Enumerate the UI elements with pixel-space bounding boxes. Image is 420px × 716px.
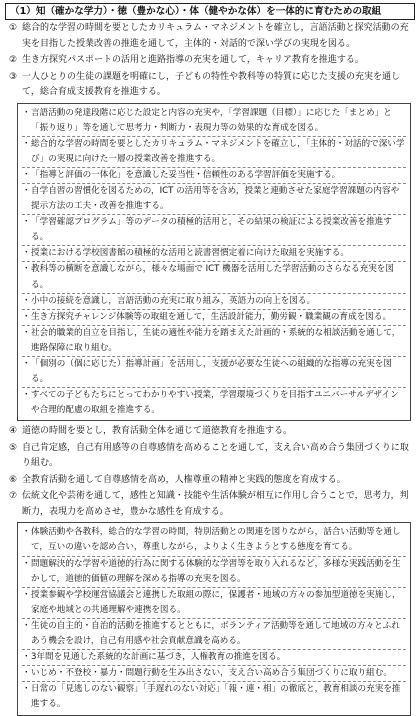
item-text: 生き方探究パスポートの活用と進路指導の充実を通して，キャリア教育を推進する。 [22,55,364,65]
numbered-items-group-1 [5,21,415,101]
item-text: 伝統文化や芸術を通して，感性と知識・技能や生活体験が相互に作用し合うことで，思考力，判断力，表現力を高めさせ，豊かな感性を育成する。 [22,491,409,517]
bullet-item: ・ 3年間を見通した系統的な計画に基づき，人権教育の推進を図る。 [22,649,406,665]
item-number: ② [9,55,18,65]
numbered-items-group-2 [5,424,415,520]
bullet-item: ・ いじめ・不登校・暴力・問題行動を生み出さない，支え合い高め合う集団づくりに取り組む。 [22,665,406,681]
item-number: ⑥ [9,474,18,485]
item-number: ③ [9,71,18,82]
numbered-item [9,53,413,69]
bullet-item: ・ 授業参観や学校運営協議会と連携した取組の際に，保護者・地域の方々の参加型道徳を実施し，家庭や地域との共通理解や連携を図る。 [22,587,406,618]
item-text: 全教育活動を通して自尊感情を高め，人権尊重の精神と実践的態度を育成する。 [22,474,346,485]
numbered-item [9,489,413,520]
bullet-item: ・ 生き方探究チャレンジ体験等の取組を通して，生活設計能力，勤労観・職業観の育成を図る。 [22,309,406,325]
bullet-item: ・ 総合的な学習の時間を要としたカリキュラム・マネジメントを確立し，「主体的・対話的で深い学び」の実現に向けた一層の授業改善を推進する。 [22,136,406,167]
bullet-item: ・ 自学自習の習慣化を図るための，ICT の活用等を含め，授業と連動させた家庭学習課題の内容や提示方法の工夫・改善を推進する。 [22,183,406,214]
bullet-item: ・ 生徒の自主的・自治的活動を推進するとともに，ボランティア活動等を通して地域の方々とふれあう機会を設け，自己有用感や社会貢献意識を高める。 [22,618,406,649]
numbered-item [9,21,413,52]
numbered-item [9,424,413,440]
numbered-item [9,441,413,472]
item-number: ④ [9,426,18,437]
item-text: 自己肯定感，自己有用感等の自尊感情を高めることを通して，支え合い高め合う集団づくりに取り組む。 [22,442,409,469]
bullet-item: ・ 問題解決的な学習や道徳的行為に関する体験的な学習等を取り入れるなど，多様な実践活動を生かして，道徳的価値の理解を深める指導の充実を図る。 [22,556,406,587]
bullet-item: ・ 体験活動や各教科，総合的な学習の時間，特別活動との関連を図りながら，話合い活動等を通して，互いの違いを認め合い，尊重しながら，よりよく生きようとする態度を育てる。 [22,525,406,555]
item-number: ⑦ [9,491,18,502]
item-text: 総合的な学習の時間を要としたカリキュラム・マネジメントを確立し，言語活動と探究活動の充実を目指した授業改善の推進を通して，主体的・対話的で深い学びの実現を図る。 [22,23,409,49]
bullet-item: ・ すべての子どもたちにとってわかりやすい授業，学習環境づくりを目指すユニバーサルデザインや合理的配慮の取組を推進する。 [22,387,406,418]
item-number: ⑤ [9,442,18,453]
section-title: （1）知（確かな学力）・徳（豊かな心）・体（健やかな体）を一体的に育むための取組 [5,3,415,20]
bullet-item: ・ 「個別の（個に応じた）指導計画」を活用し，支援が必要な生徒への組織的な指導の充実を図る。 [22,356,406,387]
bullet-item: ・ 「学習確認プログラム」等のデータの積極的活用と，その結果の検証による授業改善を推進する。 [22,214,406,245]
bullet-box-1 [17,103,411,422]
item-number: ① [9,23,18,33]
bullet-item: ・ 教科等の横断を意識しながら，様々な場面で ICT 機器を活用した学習活動のさらなる充実を図る。 [22,261,406,292]
numbered-item [9,473,413,489]
bullet-box-2 [17,522,411,715]
bullet-item: ・ 日常の「見逃しのない観察」「手遅れのない対応」「報・連・相」の徹底と，教育相談の充実を推進する。 [22,681,406,712]
bullet-item: ・ 小中の接続を意識し，言語活動の充実に取り組み，英語力の向上を図る。 [22,293,406,309]
bullet-item: ・ 言語活動の発達段階に応じた設定と内容の充実や，「学習課題（目標）」に応じた「まとめ」と「振り返り」等を通して思考力・判断力・表現力等の効果的な育成を図る。 [22,106,406,136]
item-text: 道徳の時間を要とし，教育活動全体を通じて道徳教育を推進する。 [22,426,293,437]
item-text: 一人ひとりの生徒の課題を明確にし，子どもの特性や教科等の特質に応じた支援の充実を通して，総合育成支援教育を推進する。 [22,71,401,97]
bullet-item: ・ 授業における学校図書館の積極的な活用と読書習慣定着に向けた取組を実施する。 [22,245,406,261]
bullet-item: ・ 社会的職業的自立を目指し，生徒の適性や能力を踏まえた計画的・系統的な相談活動を通して，進路保障に取り組む。 [22,325,406,356]
numbered-item [9,70,413,101]
bullet-item: ・ 「指導と評価の一体化」を意識した妥当性・信頼性のある学習評価を実施する。 [22,167,406,183]
